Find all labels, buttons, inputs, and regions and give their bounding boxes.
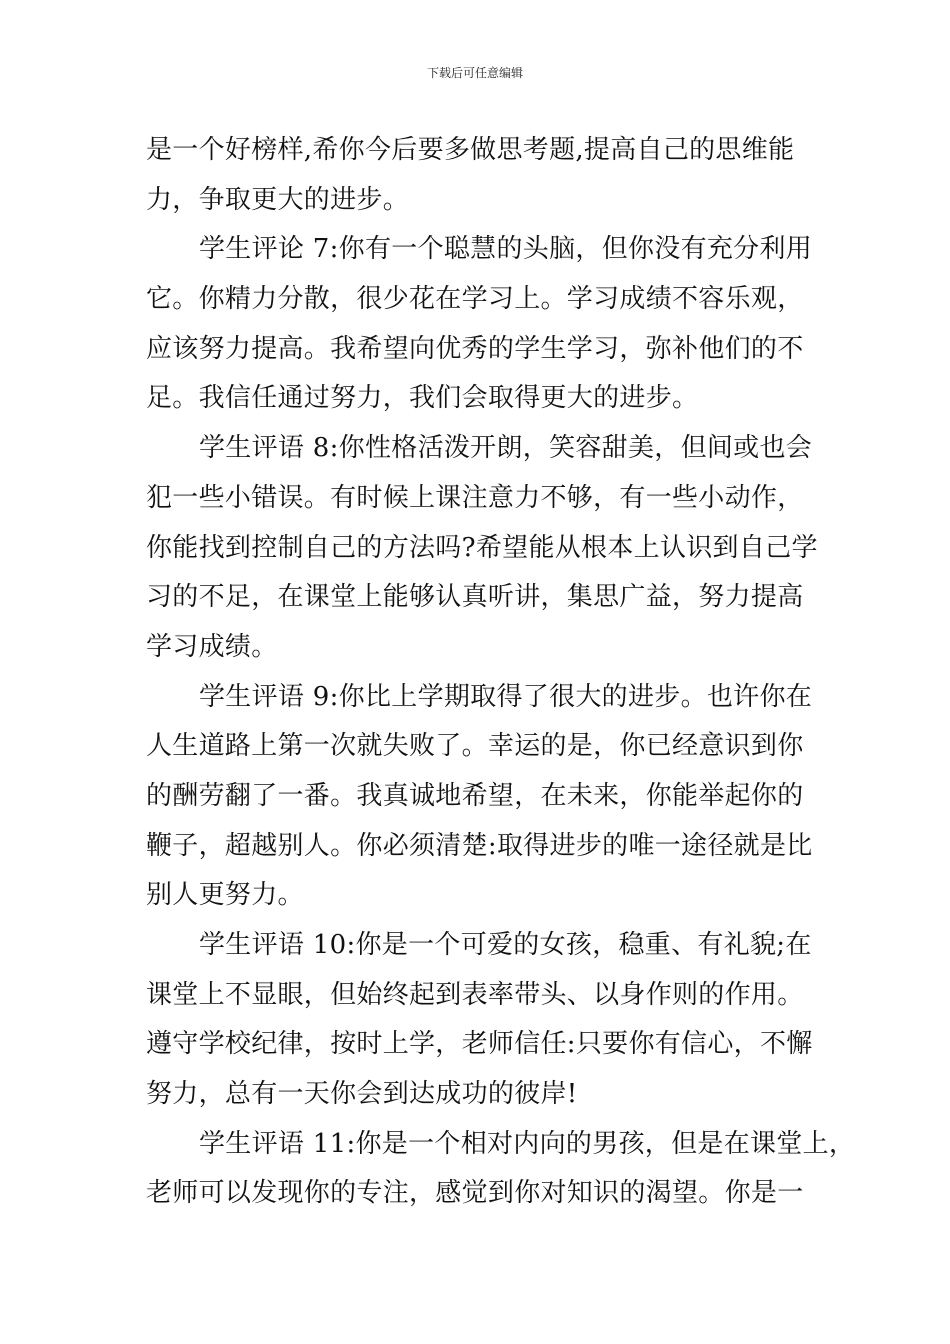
paragraph-start-line: 学生评语 10:你是一个可爱的女孩，稳重、有礼貌;在 [199, 930, 812, 960]
paragraph-start-line: 学生评语 9:你比上学期取得了很大的进步。也许你在 [199, 681, 813, 712]
page-header: 下载后可任意编辑 [426, 66, 523, 80]
text-line: 老师可以发现你的专注，感觉到你对知识的渴望。你是一 [146, 1178, 804, 1209]
document-body [146, 126, 856, 1219]
paragraph-start-line: 学生评语 8:你性格活泼开朗，笑容甜美，但间或也会 [199, 433, 813, 464]
text-line: 它。你精力分散，很少花在学习上。学习成绩不容乐观， [146, 284, 804, 315]
text-line: 学习成绩。 [146, 631, 278, 662]
text-line: 应该努力提高。我希望向优秀的学生学习，弥补他们的不 [146, 333, 804, 364]
text-line: 犯一些小错误。有时候上课注意力不够，有一些小动作， [146, 482, 804, 513]
text-line: 努力，总有一天你会到达成功的彼岸! [146, 1079, 578, 1110]
text-line: 的酬劳翻了一番。我真诚地希望，在未来，你能举起你的 [146, 780, 804, 811]
text-line: 习的不足，在课堂上能够认真听讲，集思广益，努力提高 [146, 582, 804, 613]
text-line: 鞭子，超越别人。你必须清楚:取得进步的唯一途径就是比 [146, 830, 813, 861]
text-line: 遵守学校纪律，按时上学，老师信任:只要你有信心，不懈 [146, 1029, 813, 1060]
text-line: 力，争取更大的进步。 [146, 184, 410, 215]
text-line: 足。我信任通过努力，我们会取得更大的进步。 [146, 383, 699, 414]
text-line: 是一个好榜样,希你今后要多做思考题,提高自己的思维能 [146, 135, 795, 165]
text-line: 课堂上不显眼，但始终起到表率带头、以身作则的作用。 [146, 979, 804, 1010]
paragraph-start-line: 学生评语 11:你是一个相对内向的男孩，但是在课堂上， [199, 1128, 856, 1159]
text-line: 别人更努力。 [146, 880, 304, 911]
text-line: 人生道路上第一次就失败了。幸运的是，你已经意识到你 [146, 731, 804, 762]
text-line: 你能找到控制自己的方法吗?希望能从根本上认识到自己学 [146, 532, 818, 563]
paragraph-start-line: 学生评论 7:你有一个聪慧的头脑，但你没有充分利用 [199, 234, 813, 265]
